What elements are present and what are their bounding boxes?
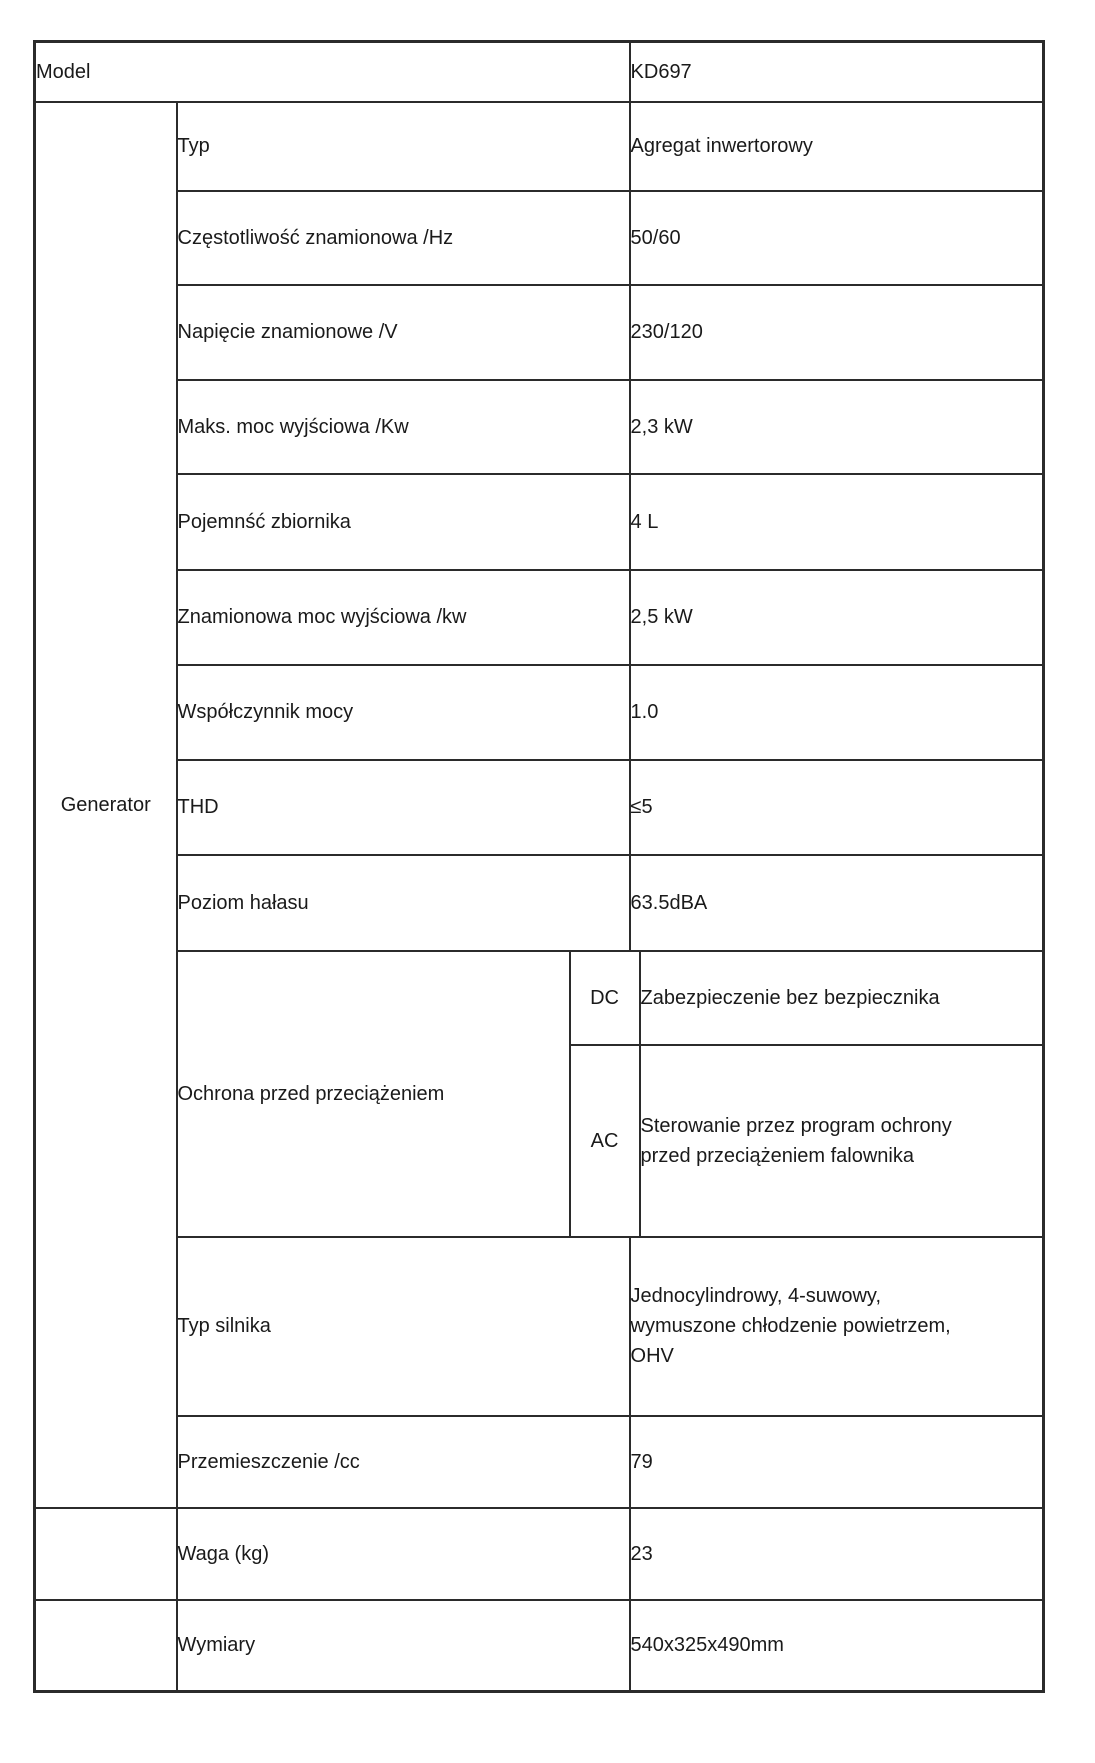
- row-value: ≤5: [630, 760, 1044, 855]
- row-value: 2,5 kW: [630, 570, 1044, 665]
- table-row: [35, 380, 1044, 474]
- row-label: Poziom hałasu: [177, 855, 630, 951]
- empty-cell: [35, 1508, 177, 1600]
- row-value: 540x325x490mm: [630, 1600, 1044, 1692]
- engine-type-value-text: Jednocylindrowy, 4-suwowy, wymuszone chłodzenie powietrzem, OHV: [630, 1285, 951, 1367]
- row-label: Waga (kg): [177, 1508, 630, 1600]
- row-value: 1.0: [630, 665, 1044, 760]
- row-label: Znamionowa moc wyjściowa /kw: [177, 570, 630, 665]
- row-value: Agregat inwertorowy: [630, 102, 1044, 191]
- overload-dc-value: Zabezpieczenie bez bezpiecznika: [640, 951, 1044, 1045]
- row-label: Pojemnść zbiornika: [177, 474, 630, 570]
- row-label: Napięcie znamionowe /V: [177, 285, 630, 380]
- empty-cell: [35, 1600, 177, 1692]
- table-row: [35, 665, 1044, 760]
- model-label: Model: [35, 42, 630, 102]
- table-row: [35, 191, 1044, 285]
- table-row: [35, 102, 1044, 191]
- table-row: [35, 1237, 1044, 1416]
- generator-section-label: Generator: [35, 102, 177, 1508]
- model-value: KD697: [630, 42, 1044, 102]
- overload-ac-value: [640, 1045, 1044, 1237]
- row-label: Przemieszczenie /cc: [177, 1416, 630, 1508]
- row-label: Współczynnik mocy: [177, 665, 630, 760]
- table-row: [35, 1600, 1044, 1692]
- table-row: [35, 760, 1044, 855]
- overload-ac-label: AC: [570, 1045, 640, 1237]
- row-value: [630, 1237, 1044, 1416]
- row-value: 4 L: [630, 474, 1044, 570]
- spec-table: [33, 40, 1045, 1693]
- row-value: 50/60: [630, 191, 1044, 285]
- overload-ac-value-text: Sterowanie przez program ochrony przed przeciążeniem falownika: [640, 1114, 952, 1167]
- row-value: 2,3 kW: [630, 380, 1044, 474]
- table-row: [35, 570, 1044, 665]
- table-row: [35, 1508, 1044, 1600]
- table-row: [35, 855, 1044, 951]
- table-row: [35, 474, 1044, 570]
- row-value: 23: [630, 1508, 1044, 1600]
- row-value: 63.5dBA: [630, 855, 1044, 951]
- row-label: Wymiary: [177, 1600, 630, 1692]
- row-label: Maks. moc wyjściowa /Kw: [177, 380, 630, 474]
- row-value: 79: [630, 1416, 1044, 1508]
- row-label: THD: [177, 760, 630, 855]
- table-row: [35, 951, 1044, 1045]
- row-label: Typ: [177, 102, 630, 191]
- table-row: [35, 285, 1044, 380]
- table-row: [35, 42, 1044, 102]
- row-label: Częstotliwość znamionowa /Hz: [177, 191, 630, 285]
- overload-label: Ochrona przed przeciążeniem: [177, 951, 570, 1237]
- table-row: [35, 1416, 1044, 1508]
- overload-dc-label: DC: [570, 951, 640, 1045]
- row-label: Typ silnika: [177, 1237, 630, 1416]
- row-value: 230/120: [630, 285, 1044, 380]
